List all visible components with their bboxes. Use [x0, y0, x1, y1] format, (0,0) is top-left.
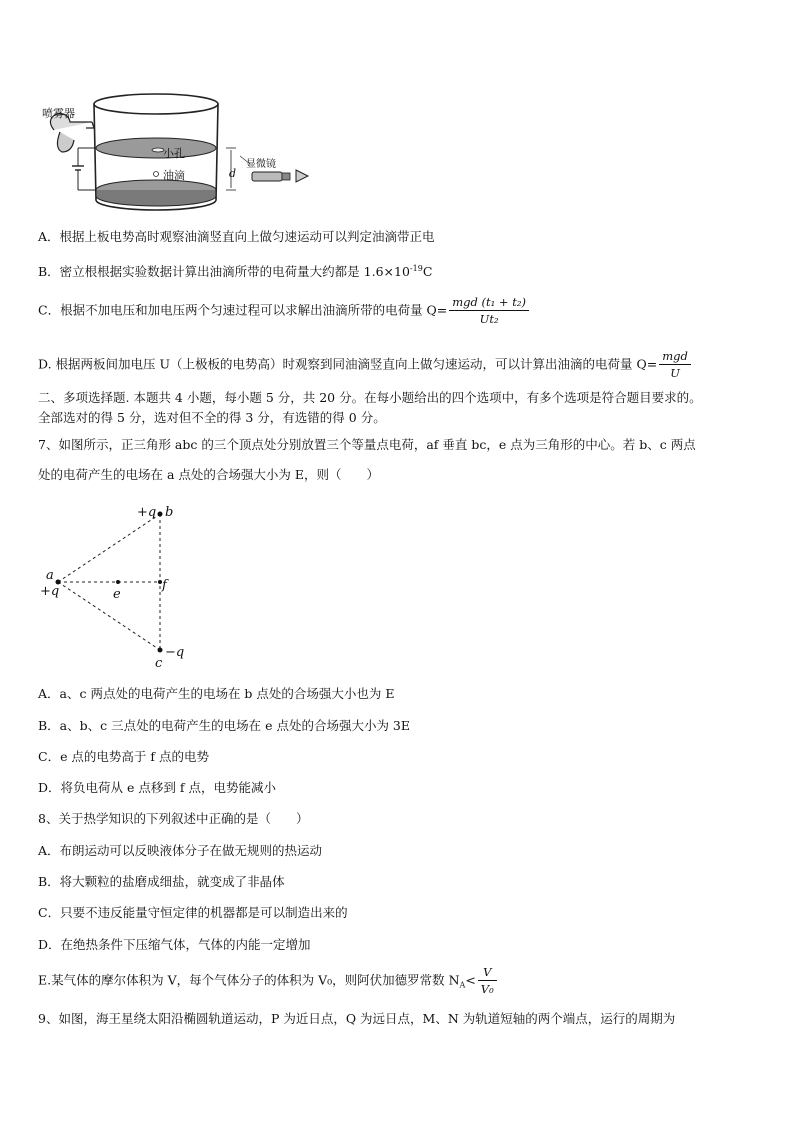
q7-option-a: A．a、c 两点处的电荷产生的电场在 b 点处的合场强大小也为 E	[38, 686, 395, 701]
q7-option-b: B．a、b、c 三点处的电荷产生的电场在 e 点处的合场强大小为 3E	[38, 718, 411, 733]
q6-c-fraction: $\frac{\text{mgd (t₁ + t₂)}}{\text{Ut₂}}$	[449, 295, 529, 326]
label-b: b	[165, 505, 174, 520]
q7-stem-line2: 处的电荷产生的电场在 a 点处的合场强大小为 E，则（ ）	[38, 467, 379, 482]
d-label: d	[229, 167, 237, 180]
label-f: f	[162, 578, 167, 593]
q8-option-d: D．在绝热条件下压缩气体，气体的内能一定增加	[38, 937, 311, 952]
label-b-charge: +q	[137, 505, 157, 520]
section2-instructions-line2: 全部选对的得 5 分，选对但不全的得 3 分，有选错的得 0 分。	[38, 410, 386, 425]
q8-option-c: C．只要不违反能量守恒定律的机器都是可以制造出来的	[38, 905, 348, 920]
point-c	[158, 648, 163, 653]
q7-option-c: C．e 点的电势高于 f 点的电势	[38, 749, 210, 764]
label-a: a	[46, 568, 54, 583]
q7-option-d: D．将负电荷从 e 点移到 f 点，电势能减小	[38, 780, 276, 795]
q6-option-b: B．密立根根据实验数据计算出油滴所带的电荷量大约都是 $1.6\times 10^{-19}C$	[38, 264, 433, 280]
point-e	[116, 580, 120, 584]
q6-option-d: D. 根据两板间加电压 U（上极板的电势高）时观察到同油滴竖直向上做匀速运动，可以计算出油滴的电荷量 Q= $\frac{\text{mgd}}{U}$	[38, 349, 693, 380]
q6-option-c: C．根据不加电压和加电压两个匀速过程可以求解出油滴所带的电荷量 Q= $\frac{\text{mgd (t₁ + t₂)}}{\text{Ut₂}}$	[38, 295, 531, 326]
label-e: e	[113, 587, 121, 602]
label-a-charge: +q	[40, 584, 60, 599]
label-c: c	[155, 656, 163, 671]
hole-label: 小孔	[163, 147, 185, 160]
microscope-label: 显微镜	[246, 159, 276, 170]
q8-option-e: E.某气体的摩尔体积为 V，每个气体分子的体积为 V₀，则阿伏加德罗常数 $N_A<$ $\frac{V}{\text{V₀}}$	[38, 965, 499, 996]
q6-option-a: A．根据上板电势高时观察油滴竖直向上做匀速运动可以判定油滴带正电	[38, 229, 435, 244]
q8-stem: 8、关于热学知识的下列叙述中正确的是（ ）	[38, 811, 309, 826]
q8-e-fraction: $\frac{V}{\text{V₀}}$	[478, 965, 497, 996]
point-b	[158, 512, 163, 517]
q6-d-fraction: $\frac{\text{mgd}}{U}$	[659, 349, 691, 380]
label-c-charge: −q	[165, 645, 185, 660]
q7-stem-line1: 7、如图所示，正三角形 abc 的三个顶点处分别放置三个等量点电荷，af 垂直 bc，e 点为三角形的中心。若 b、c 两点	[38, 437, 696, 452]
drop-label: 油滴	[163, 169, 185, 182]
section2-instructions-line1: 二、多项选择题. 本题共 4 小题，每小题 5 分，共 20 分。在每小题给出的四个选项中，有多个选项是符合题目要求的。	[38, 390, 702, 405]
sprayer-label: 喷雾器	[42, 107, 75, 120]
q9-stem: 9、如图，海王星绕太阳沿椭圆轨道运动，P 为近日点，Q 为远日点，M、N 为轨道短轴的两个端点，运行的周期为	[38, 1011, 676, 1026]
q8-option-b: B．将大颗粒的盐磨成细盐，就变成了非晶体	[38, 874, 285, 889]
q8-option-a: A．布朗运动可以反映液体分子在做无规则的热运动	[38, 843, 323, 858]
